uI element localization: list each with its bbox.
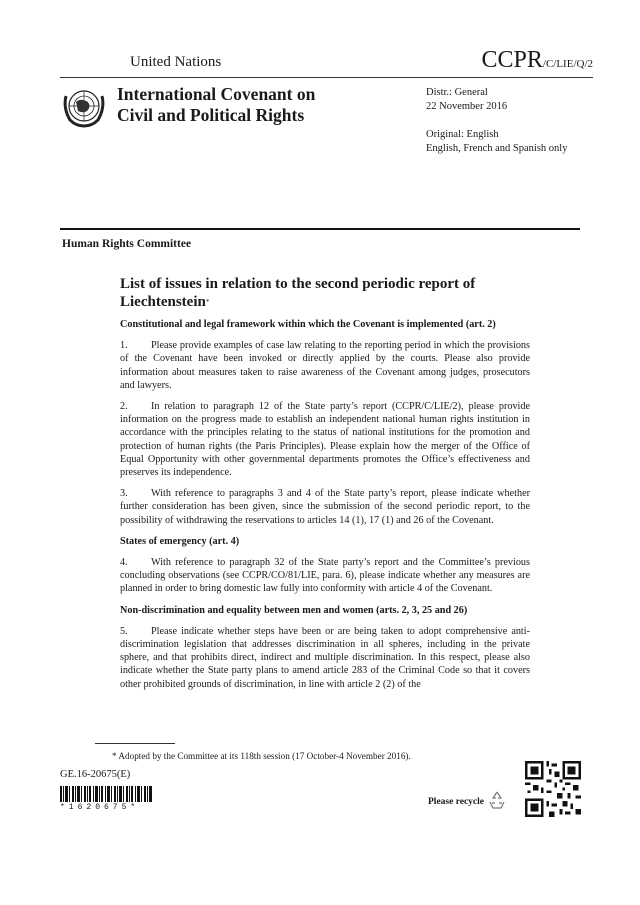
barcode-number: *1620675* <box>60 803 140 812</box>
document-number: GE.16-20675(E) <box>60 769 131 780</box>
paragraph: 2. In relation to paragraph 12 of the State party’s report (CCPR/C/LIE/2), please provide information on the progress made to establish an independent national human rights institution in accordance with the principles relating to the status of national institutions for the promotion and protection of human rights (the Paris Principles). Please explain how the merger of the Office of Equal Opportunity with other governmental departments promotes the Office’s effectiveness and preserves its independence. <box>120 401 530 479</box>
title-line-2: Liechtenstein <box>120 294 206 310</box>
language-block <box>426 128 567 156</box>
barcode-icon <box>60 786 152 802</box>
qr-code-icon <box>525 761 581 817</box>
paragraph: 3. With reference to paragraphs 3 and 4 of the State party’s report, please indicate whether further consideration has been given, since the submission of the second periodic report, to the possibility of withdrawing the reservations to articles 14 (1), 17 (1) and 26 of the Covenant. <box>120 488 530 526</box>
languages: English, French and Spanish only <box>426 143 568 154</box>
distribution-block <box>426 86 507 114</box>
issue-date: 22 November 2016 <box>426 101 508 112</box>
un-emblem-icon <box>60 82 108 130</box>
paragraph: 5. Please indicate whether steps have been or are being taken to adopt comprehensive anti-discrimination legislation that addresses discrimination in all spheres, including in the private sphere, and that prohibits direct, indirect and multiple discrimination. In this respect, please also indicate whether the State party plans to amend article 283 of the Criminal Code so that it covers other prohibited grounds of discrimination, in line with article 2 (2) of the <box>120 625 530 690</box>
covenant-line-2: Civil and Political Rights <box>117 105 305 125</box>
paragraph: 4. With reference to paragraph 32 of the State party’s report and the Committee’s previous concluding observations (see CCPR/CO/81/LIE, para. 6), please indicate whether any measures are planned in order to bring domestic law fully into conformity with article 4 of the Covenant. <box>120 557 530 595</box>
footnote-rule <box>95 743 175 744</box>
symbol-main: CCPR <box>481 47 543 73</box>
document-body <box>120 318 530 699</box>
organization-name: United Nations <box>130 54 222 70</box>
document-symbol <box>328 47 593 74</box>
section-rule <box>60 228 580 230</box>
footnote: * Adopted by the Committee at its 118th session (17 October-4 November 2016). <box>112 751 411 761</box>
paragraph: 1. Please provide examples of case law relating to the reporting period in which the provisions of the Covenant have been invoked or directly applied by the courts. Please also provide information about measures taken to raise awareness of the Covenant among judges, prosecutors and lawyers. <box>120 340 530 391</box>
section-heading: Non-discrimination and equality between men and women (arts. 2, 3, 25 and 26) <box>120 604 468 616</box>
section-heading: States of emergency (art. 4) <box>120 535 240 547</box>
recycle-icon <box>487 790 507 810</box>
committee-name: Human Rights Committee <box>62 238 192 250</box>
title-line-1: List of issues in relation to the second periodic report of <box>120 276 476 292</box>
original-language: Original: English <box>426 129 499 140</box>
page-title <box>120 275 540 311</box>
symbol-suffix: /C/LIE/Q/2 <box>542 58 593 70</box>
section-heading: Constitutional and legal framework within which the Covenant is implemented (art. 2) <box>120 319 496 330</box>
distribution: Distr.: General <box>426 87 488 98</box>
header-rule <box>60 77 593 78</box>
footnote-marker[interactable]: * <box>205 298 210 306</box>
covenant-title <box>117 84 315 126</box>
covenant-line-1: International Covenant on <box>117 84 316 104</box>
recycle-label: Please recycle <box>428 797 484 807</box>
